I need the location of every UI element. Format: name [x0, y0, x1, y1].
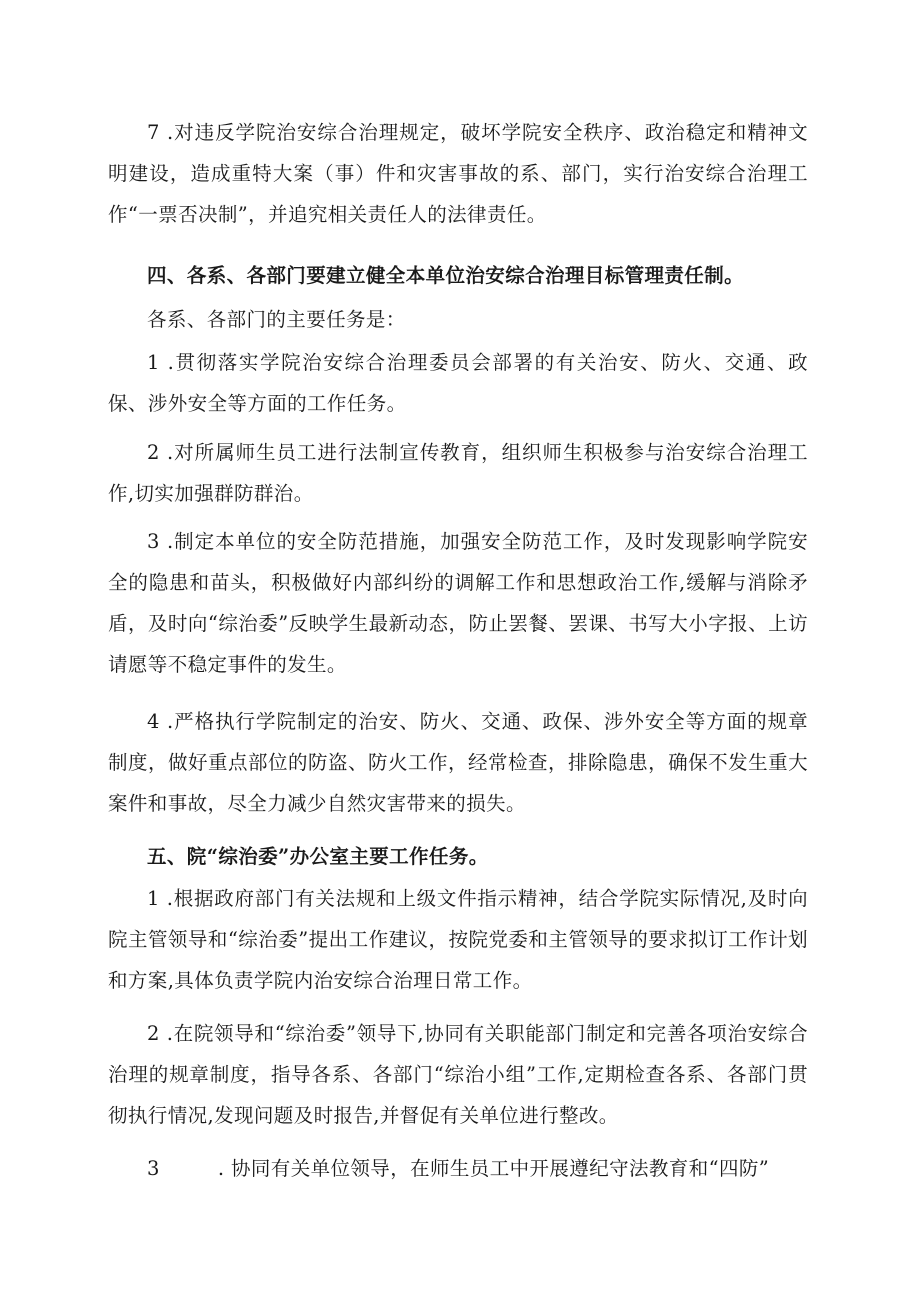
paragraph-task-3: 3 .制定本单位的安全防范措施，加强安全防范工作，及时发现影响学院安全的隐患和苗头，积极做好内部纠纷的调解工作和思想政治工作,缓解与消除矛盾，及时向“综治委”反映学生最新动态，防止罢餐、罢课、书写大小字报、上访请愿等不稳定事件的发生。 [108, 530, 808, 676]
item-text: . 协同有关单位领导，在师生员工中开展遵纪守法教育和“四防” [217, 1157, 770, 1180]
paragraph-office-task-2: 2 .在院领导和“综治委”领导下,协同有关职能部门制定和完善各项治安综合治理的规章制度，指导各系、各部门“综治小组”工作,定期检查各系、各部门贯彻执行情况,发现问题及时报告,并督促有关单位进行整改。 [108, 1022, 808, 1127]
section-heading-4: 四、各系、各部门要建立健全本单位治安综合治理目标管理责任制。 [147, 264, 745, 287]
paragraph-office-task-3 [108, 1148, 808, 1189]
paragraph-task-4: 4 .严格执行学院制定的治安、防火、交通、政保、涉外安全等方面的规章制度，做好重点部位的防盗、防火工作，经常检查，排除隐患，确保不发生重大案件和事故，尽全力减少自然灾害带来的损失。 [108, 710, 808, 815]
paragraph-task-1: 1 .贯彻落实学院治安综合治理委员会部署的有关治安、防火、交通、政保、涉外安全等方面的工作任务。 [108, 351, 808, 415]
paragraph-tasks-intro: 各系、各部门的主要任务是： [147, 308, 406, 331]
paragraph-task-2: 2 .对所属师生员工进行法制宣传教育，组织师生积极参与治安综合治理工作,切实加强群防群治。 [108, 441, 808, 505]
paragraph-office-task-1: 1 .根据政府部门有关法规和上级文件指示精神，结合学院实际情况,及时向院主管领导和“综治委”提出工作建议，按院党委和主管领导的要求拟订工作计划和方案,具体负责学院内治安综合治理日常工作。 [108, 887, 808, 992]
paragraph-item-7: 7 .对违反学院治安综合治理规定，破坏学院安全秩序、政治稳定和精神文明建设，造成重特大案（事）件和灾害事故的系、部门，实行治安综合治理工作“一票否决制”，并追究相关责任人的法律责任。 [108, 121, 808, 226]
section-heading-5: 五、院“综治委”办公室主要工作任务。 [147, 845, 489, 868]
item-number: 3 [147, 1157, 160, 1180]
